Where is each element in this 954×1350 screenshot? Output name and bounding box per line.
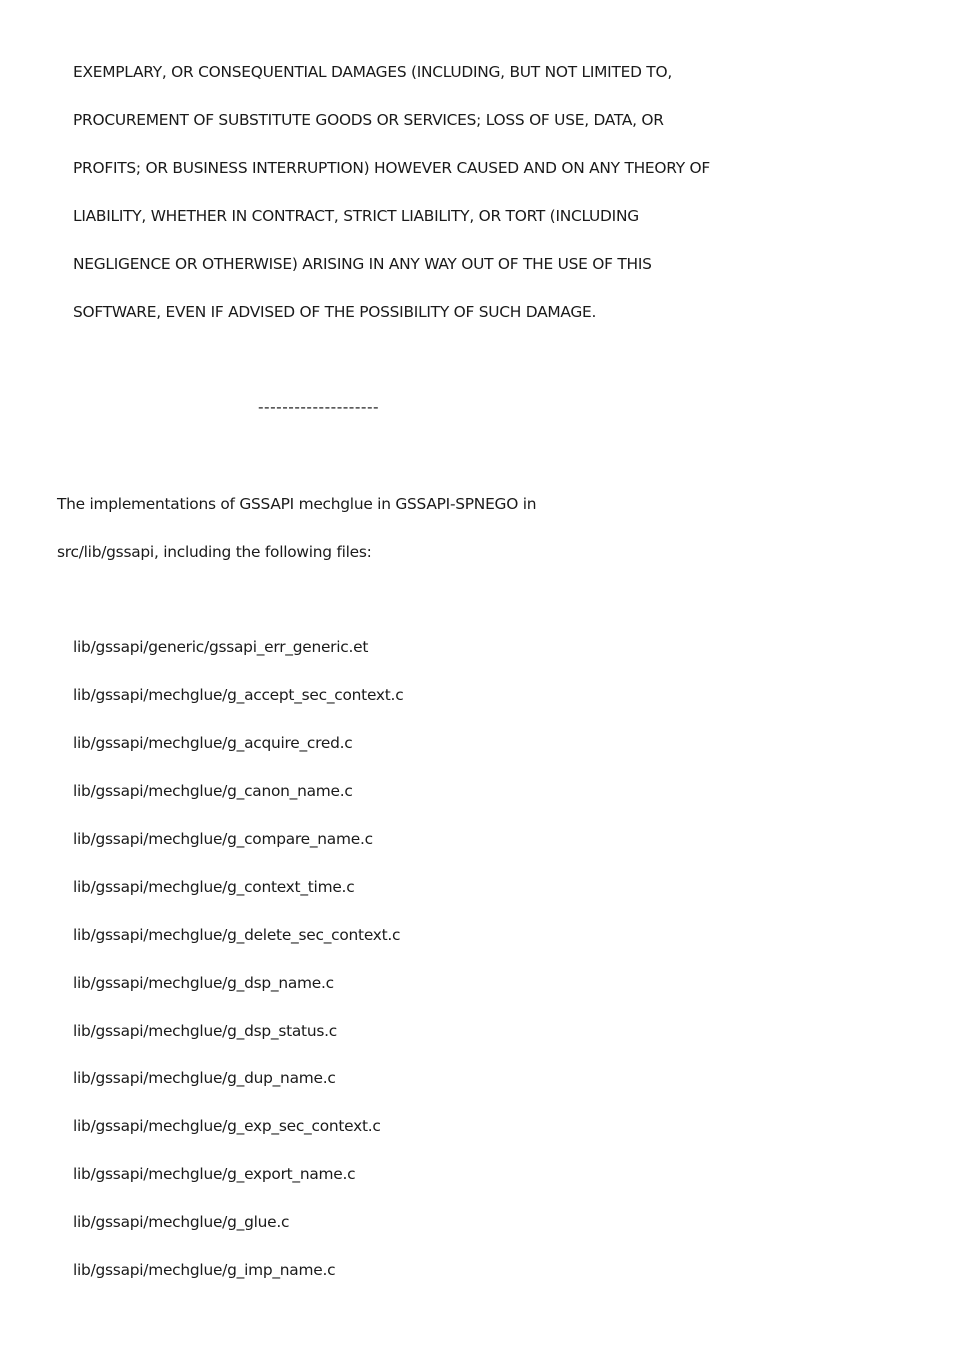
disclaimer-line: EXEMPLARY, OR CONSEQUENTIAL DAMAGES (INCLUDING, BUT NOT LIMITED TO, — [73, 63, 672, 81]
intro-line: The implementations of GSSAPI mechglue in GSSAPI-SPNEGO in — [57, 495, 537, 513]
disclaimer-line: NEGLIGENCE OR OTHERWISE) ARISING IN ANY WAY OUT OF THE USE OF THIS — [73, 255, 652, 273]
file-list-item: lib/gssapi/mechglue/g_compare_name.c — [73, 830, 373, 848]
file-list-item: lib/gssapi/mechglue/g_dsp_name.c — [73, 974, 334, 992]
file-list-item: lib/gssapi/mechglue/g_delete_sec_context.c — [73, 926, 401, 944]
section-separator: -------------------- — [258, 398, 380, 416]
intro-line: src/lib/gssapi, including the following files: — [57, 543, 372, 561]
file-list-item: lib/gssapi/generic/gssapi_err_generic.et — [73, 638, 369, 656]
file-list-item: lib/gssapi/mechglue/g_exp_sec_context.c — [73, 1117, 381, 1135]
file-list-item: lib/gssapi/mechglue/g_accept_sec_context.c — [73, 686, 404, 704]
file-list-item: lib/gssapi/mechglue/g_context_time.c — [73, 878, 355, 896]
disclaimer-line: SOFTWARE, EVEN IF ADVISED OF THE POSSIBILITY OF SUCH DAMAGE. — [73, 303, 597, 321]
file-list-item: lib/gssapi/mechglue/g_dsp_status.c — [73, 1022, 337, 1040]
file-list-item: lib/gssapi/mechglue/g_glue.c — [73, 1213, 290, 1231]
disclaimer-line: PROCUREMENT OF SUBSTITUTE GOODS OR SERVICES; LOSS OF USE, DATA, OR — [73, 111, 664, 129]
file-list-item: lib/gssapi/mechglue/g_imp_name.c — [73, 1261, 336, 1279]
file-list-item: lib/gssapi/mechglue/g_export_name.c — [73, 1165, 356, 1183]
disclaimer-line: PROFITS; OR BUSINESS INTERRUPTION) HOWEVER CAUSED AND ON ANY THEORY OF — [73, 159, 710, 177]
disclaimer-line: LIABILITY, WHETHER IN CONTRACT, STRICT LIABILITY, OR TORT (INCLUDING — [73, 207, 639, 225]
file-list-item: lib/gssapi/mechglue/g_dup_name.c — [73, 1069, 336, 1087]
file-list-item: lib/gssapi/mechglue/g_canon_name.c — [73, 782, 353, 800]
file-list-item: lib/gssapi/mechglue/g_acquire_cred.c — [73, 734, 353, 752]
